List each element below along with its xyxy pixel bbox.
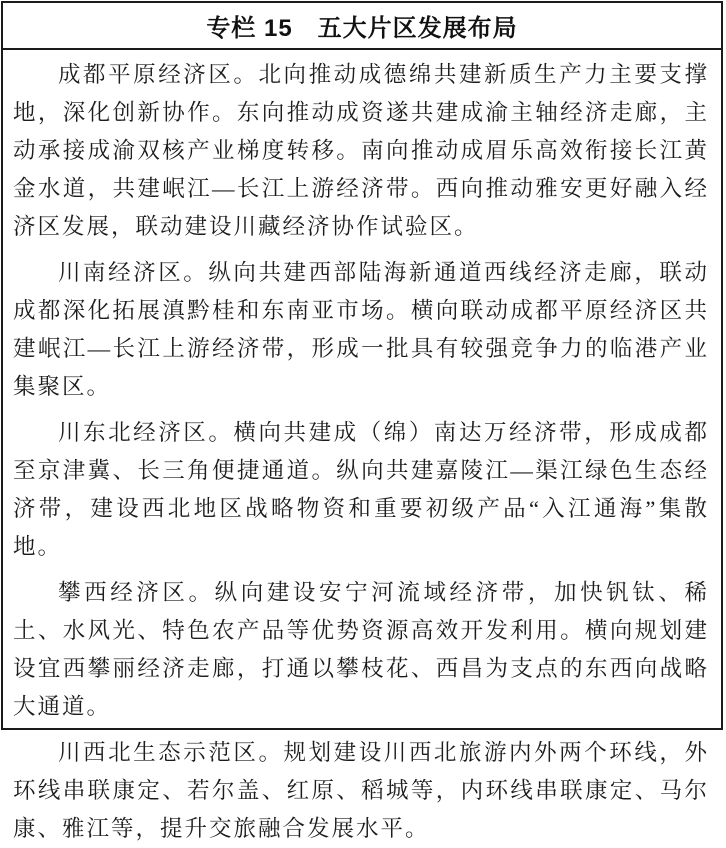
region-name-south-sichuan: 川南经济区。 xyxy=(58,260,209,285)
paragraph-text: 规划建设川西北旅游内外两个环线，外环线串联康定、若尔盖、红原、稻城等，内环线串联康定、马尔康、雅江等，提升交旅融合发展水平。 xyxy=(13,740,709,841)
paragraph-south-sichuan-economic-zone xyxy=(13,254,709,406)
region-name-northwest-sichuan: 川西北生态示范区。 xyxy=(58,740,284,765)
paragraph-panxi-economic-zone xyxy=(13,574,709,726)
paragraph-chengdu-plain-economic-zone xyxy=(13,56,709,246)
paragraph-northeast-sichuan-economic-zone xyxy=(13,414,709,566)
region-name-northeast-sichuan: 川东北经济区。 xyxy=(58,420,234,445)
paragraph-text: 纵向共建西部陆海新通道西线经济走廊，联动成都深化拓展滇黔桂和东南亚市场。横向联动成都平原经济区共建岷江—长江上游经济带，形成一批具有较强竞争力的临港产业集聚区。 xyxy=(13,260,709,399)
column-title: 专栏 15 五大片区发展布局 xyxy=(206,15,518,42)
paragraph-text: 纵向建设安宁河流域经济带，加快钒钛、稀土、水风光、特色农产品等优势资源高效开发利用。横向规划建设宜西攀丽经济走廊，打通以攀枝花、西昌为支点的东西向战略大通道。 xyxy=(13,580,709,719)
column-box xyxy=(1,1,723,841)
paragraph-northwest-sichuan-eco-zone xyxy=(13,734,709,848)
paragraph-text: 横向共建成（绵）南达万经济带，形成成都至京津冀、长三角便捷通道。纵向共建嘉陵江—渠江绿色生态经济带，建设西北地区战略物资和重要初级产品“入江通海”集散地。 xyxy=(13,420,709,559)
column-body xyxy=(3,50,721,848)
paragraph-text: 北向推动成德绵共建新质生产力主要支撑地，深化创新协作。东向推动成资遂共建成渝主轴经济走廊，主动承接成渝双核产业梯度转移。南向推动成眉乐高效衔接长江黄金水道，共建岷江—长江上游经济带。西向推动雅安更好融入经济区发展，联动建设川藏经济协作试验区。 xyxy=(13,62,709,239)
region-name-panxi: 攀西经济区。 xyxy=(58,580,215,605)
region-name-chengdu-plain: 成都平原经济区。 xyxy=(58,62,259,87)
column-title-bar xyxy=(3,3,721,50)
